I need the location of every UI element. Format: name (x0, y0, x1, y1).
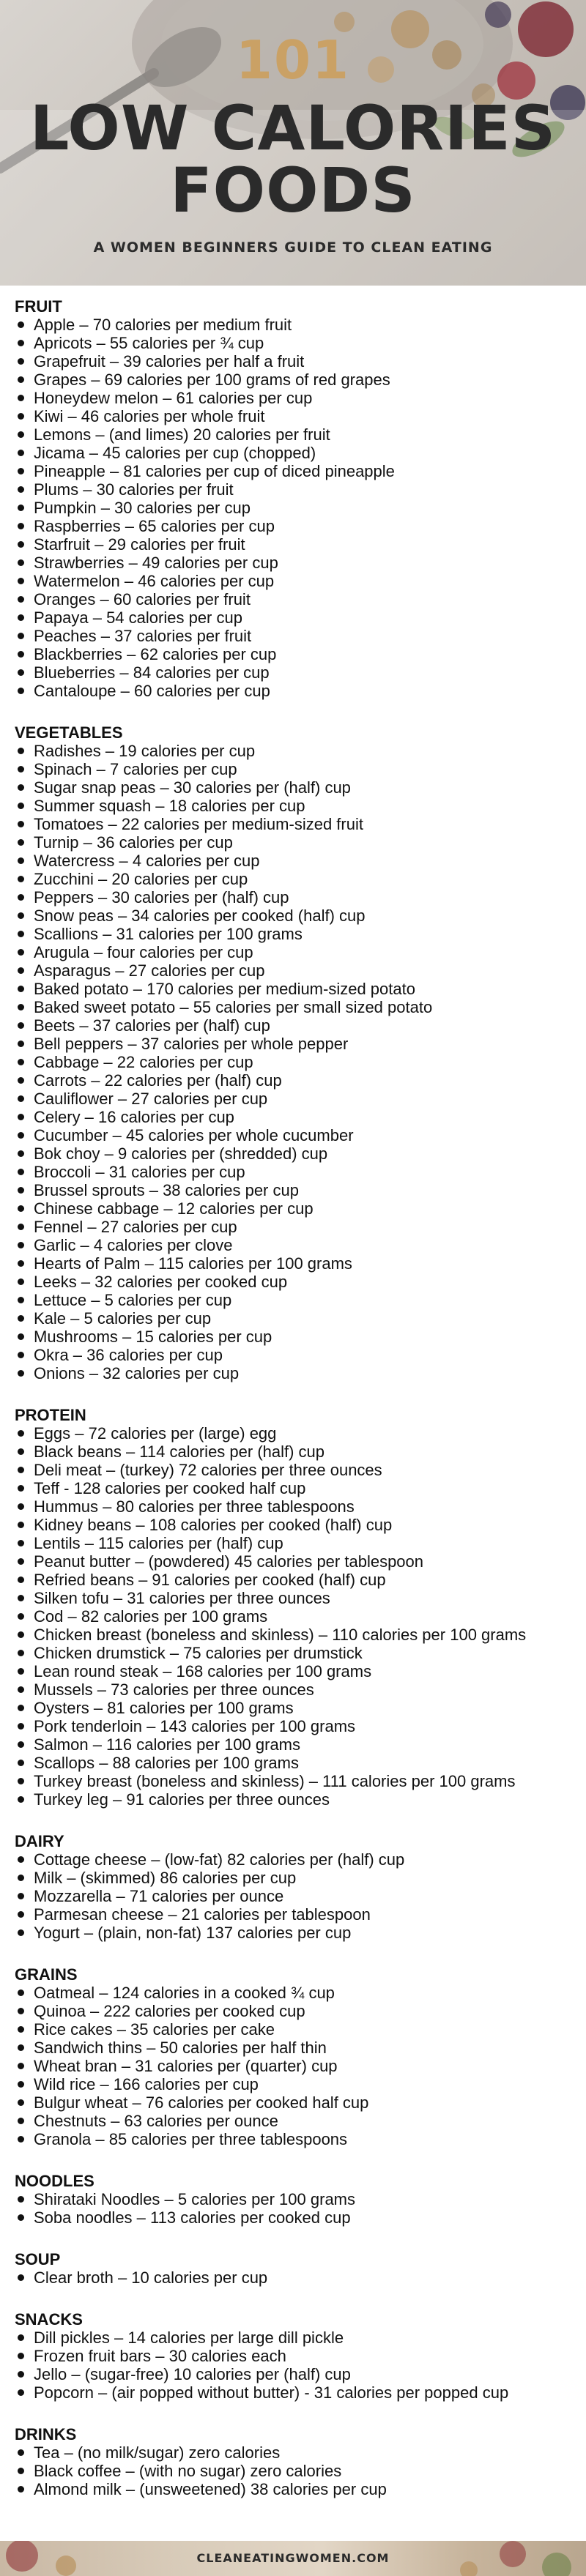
food-list-item: Kidney beans – 108 calories per cooked (half) cup (15, 1516, 579, 1534)
food-list-item: Black coffee – (with no sugar) zero calories (15, 2462, 579, 2480)
food-list-item: Oranges – 60 calories per fruit (15, 590, 579, 608)
food-list-item: Mussels – 73 calories per three ounces (15, 1680, 579, 1699)
food-list-item: Apricots – 55 calories per ¾ cup (15, 334, 579, 352)
food-list-item: Snow peas – 34 calories per cooked (half) cup (15, 907, 579, 925)
food-list-item: Spinach – 7 calories per cup (15, 760, 579, 778)
food-list-item: Carrots – 22 calories per (half) cup (15, 1071, 579, 1090)
food-list-item: Cauliflower – 27 calories per cup (15, 1090, 579, 1108)
header-number: 101 (235, 29, 351, 91)
food-list-item: Kale – 5 calories per cup (15, 1309, 579, 1328)
food-list-item: Lean round steak – 168 calories per 100 grams (15, 1662, 579, 1680)
food-list-item: Eggs – 72 calories per (large) egg (15, 1424, 579, 1443)
food-list-item: Salmon – 116 calories per 100 grams (15, 1735, 579, 1754)
food-list-content (15, 297, 579, 2522)
food-list-item: Soba noodles – 113 calories per cooked cup (15, 2208, 579, 2227)
food-list-item: Peaches – 37 calories per fruit (15, 627, 579, 645)
food-list (15, 1850, 579, 1942)
food-list-item: Sugar snap peas – 30 calories per (half) cup (15, 778, 579, 797)
section-noodles (15, 2172, 579, 2227)
food-list-item: Baked potato – 170 calories per medium-sized potato (15, 980, 579, 998)
food-list-item: Dill pickles – 14 calories per large dill pickle (15, 2329, 579, 2347)
food-list-item: Tea – (no milk/sugar) zero calories (15, 2443, 579, 2462)
food-list-item: Bulgur wheat – 76 calories per cooked half cup (15, 2093, 579, 2112)
food-list-item: Peanut butter – (powdered) 45 calories per tablespoon (15, 1552, 579, 1571)
food-list-item: Granola – 85 calories per three tablespoons (15, 2130, 579, 2148)
food-list-item: Deli meat – (turkey) 72 calories per three ounces (15, 1461, 579, 1479)
food-list-item: Teff - 128 calories per cooked half cup (15, 1479, 579, 1497)
food-list-item: Garlic – 4 calories per clove (15, 1236, 579, 1254)
food-list-item: Tomatoes – 22 calories per medium-sized fruit (15, 815, 579, 833)
food-list-item: Mozzarella – 71 calories per ounce (15, 1887, 579, 1905)
header-banner (0, 0, 586, 286)
food-list-item: Sandwich thins – 50 calories per half thin (15, 2039, 579, 2057)
section-vegetables (15, 723, 579, 1382)
food-list-item: Oatmeal – 124 calories in a cooked ¾ cup (15, 1984, 579, 2002)
food-list-item: Kiwi – 46 calories per whole fruit (15, 407, 579, 425)
food-list-item: Fennel – 27 calories per cup (15, 1218, 579, 1236)
food-list-item: Chicken breast (boneless and skinless) – 110 calories per 100 grams (15, 1626, 579, 1644)
section-title: VEGETABLES (15, 723, 123, 742)
food-list-item: Watermelon – 46 calories per cup (15, 572, 579, 590)
food-list-item: Oysters – 81 calories per 100 grams (15, 1699, 579, 1717)
food-list (15, 1984, 579, 2148)
food-list-item: Milk – (skimmed) 86 calories per cup (15, 1869, 579, 1887)
section-snacks (15, 2310, 579, 2402)
food-list-item: Turkey breast (boneless and skinless) – 111 calories per 100 grams (15, 1772, 579, 1790)
section-title: DAIRY (15, 1832, 64, 1850)
food-list-item: Starfruit – 29 calories per fruit (15, 535, 579, 554)
section-title: PROTEIN (15, 1406, 86, 1424)
food-list-item: Black beans – 114 calories per (half) cup (15, 1443, 579, 1461)
food-list (15, 316, 579, 700)
food-list-item: Radishes – 19 calories per cup (15, 742, 579, 760)
food-list-item: Cucumber – 45 calories per whole cucumber (15, 1126, 579, 1144)
food-list-item: Lemons – (and limes) 20 calories per fruit (15, 425, 579, 444)
food-list-item: Yogurt – (plain, non-fat) 137 calories per cup (15, 1924, 579, 1942)
food-list-item: Hummus – 80 calories per three tablespoons (15, 1497, 579, 1516)
food-list-item: Frozen fruit bars – 30 calories each (15, 2347, 579, 2365)
food-list-item: Peppers – 30 calories per (half) cup (15, 888, 579, 907)
section-title: SOUP (15, 2250, 61, 2268)
food-list-item: Blackberries – 62 calories per cup (15, 645, 579, 663)
food-list-item: Grapefruit – 39 calories per half a fruit (15, 352, 579, 371)
food-list-item: Lettuce – 5 calories per cup (15, 1291, 579, 1309)
food-list-item: Turkey leg – 91 calories per three ounces (15, 1790, 579, 1809)
food-list-item: Rice cakes – 35 calories per cake (15, 2020, 579, 2039)
food-list-item: Mushrooms – 15 calories per cup (15, 1328, 579, 1346)
section-soup (15, 2250, 579, 2287)
food-list (15, 2443, 579, 2498)
section-title: SNACKS (15, 2310, 83, 2329)
food-list-item: Lentils – 115 calories per (half) cup (15, 1534, 579, 1552)
food-list-item: Blueberries – 84 calories per cup (15, 663, 579, 682)
food-list-item: Wild rice – 166 calories per cup (15, 2075, 579, 2093)
food-list (15, 2190, 579, 2227)
food-list-item: Popcorn – (air popped without butter) - 31 calories per popped cup (15, 2383, 579, 2402)
food-list-item: Onions – 32 calories per cup (15, 1364, 579, 1382)
food-list-item: Pineapple – 81 calories per cup of diced pineapple (15, 462, 579, 480)
food-list (15, 1424, 579, 1809)
section-fruit (15, 297, 579, 700)
food-list-item: Okra – 36 calories per cup (15, 1346, 579, 1364)
food-list-item: Bell peppers – 37 calories per whole pepper (15, 1035, 579, 1053)
food-list-item: Chinese cabbage – 12 calories per cup (15, 1199, 579, 1218)
footer-site-name: CLEANEATINGWOMEN.COM (196, 2551, 390, 2565)
food-list-item: Scallops – 88 calories per 100 grams (15, 1754, 579, 1772)
food-list-item: Cottage cheese – (low-fat) 82 calories per (half) cup (15, 1850, 579, 1869)
food-list-item: Honeydew melon – 61 calories per cup (15, 389, 579, 407)
food-list-item: Raspberries – 65 calories per cup (15, 517, 579, 535)
food-list-item: Baked sweet potato – 55 calories per small sized potato (15, 998, 579, 1016)
food-list-item: Summer squash – 18 calories per cup (15, 797, 579, 815)
food-list-item: Chestnuts – 63 calories per ounce (15, 2112, 579, 2130)
section-protein (15, 1406, 579, 1809)
food-list-item: Celery – 16 calories per cup (15, 1108, 579, 1126)
food-list-item: Hearts of Palm – 115 calories per 100 grams (15, 1254, 579, 1273)
food-list-item: Apple – 70 calories per medium fruit (15, 316, 579, 334)
section-dairy (15, 1832, 579, 1942)
section-drinks (15, 2425, 579, 2498)
header-subtitle: A WOMEN BEGINNERS GUIDE TO CLEAN EATING (93, 239, 493, 256)
food-list-item: Parmesan cheese – 21 calories per tablespoon (15, 1905, 579, 1924)
section-grains (15, 1965, 579, 2148)
section-title: NOODLES (15, 2172, 94, 2190)
food-list-item: Plums – 30 calories per fruit (15, 480, 579, 499)
food-list-item: Brussel sprouts – 38 calories per cup (15, 1181, 579, 1199)
food-list-item: Broccoli – 31 calories per cup (15, 1163, 579, 1181)
food-list (15, 2329, 579, 2402)
food-list-item: Cabbage – 22 calories per cup (15, 1053, 579, 1071)
food-list-item: Wheat bran – 31 calories per (quarter) cup (15, 2057, 579, 2075)
section-title: DRINKS (15, 2425, 77, 2443)
food-list-item: Turnip – 36 calories per cup (15, 833, 579, 852)
food-list (15, 742, 579, 1382)
food-list-item: Chicken drumstick – 75 calories per drumstick (15, 1644, 579, 1662)
section-title: FRUIT (15, 297, 62, 316)
food-list-item: Watercress – 4 calories per cup (15, 852, 579, 870)
header-title-line-2: FOODS (170, 155, 416, 226)
food-list-item: Pork tenderloin – 143 calories per 100 grams (15, 1717, 579, 1735)
food-list-item: Refried beans – 91 calories per cooked (half) cup (15, 1571, 579, 1589)
food-list-item: Silken tofu – 31 calories per three ounces (15, 1589, 579, 1607)
food-list-item: Asparagus – 27 calories per cup (15, 961, 579, 980)
food-list-item: Quinoa – 222 calories per cooked cup (15, 2002, 579, 2020)
food-list-item: Clear broth – 10 calories per cup (15, 2268, 579, 2287)
food-list-item: Pumpkin – 30 calories per cup (15, 499, 579, 517)
food-list-item: Jello – (sugar-free) 10 calories per (half) cup (15, 2365, 579, 2383)
food-list-item: Papaya – 54 calories per cup (15, 608, 579, 627)
food-list-item: Beets – 37 calories per (half) cup (15, 1016, 579, 1035)
food-list-item: Shirataki Noodles – 5 calories per 100 grams (15, 2190, 579, 2208)
section-title: GRAINS (15, 1965, 78, 1984)
food-list (15, 2268, 579, 2287)
food-list-item: Almond milk – (unsweetened) 38 calories per cup (15, 2480, 579, 2498)
header-title-line-1: LOW CALORIES (29, 92, 557, 164)
food-list-item: Grapes – 69 calories per 100 grams of red grapes (15, 371, 579, 389)
food-list-item: Strawberries – 49 calories per cup (15, 554, 579, 572)
food-list-item: Scallions – 31 calories per 100 grams (15, 925, 579, 943)
food-list-item: Leeks – 32 calories per cooked cup (15, 1273, 579, 1291)
footer-banner (0, 2541, 586, 2576)
food-list-item: Arugula – four calories per cup (15, 943, 579, 961)
food-list-item: Cod – 82 calories per 100 grams (15, 1607, 579, 1626)
food-list-item: Cantaloupe – 60 calories per cup (15, 682, 579, 700)
food-list-item: Zucchini – 20 calories per cup (15, 870, 579, 888)
food-list-item: Jicama – 45 calories per cup (chopped) (15, 444, 579, 462)
food-list-item: Bok choy – 9 calories per (shredded) cup (15, 1144, 579, 1163)
